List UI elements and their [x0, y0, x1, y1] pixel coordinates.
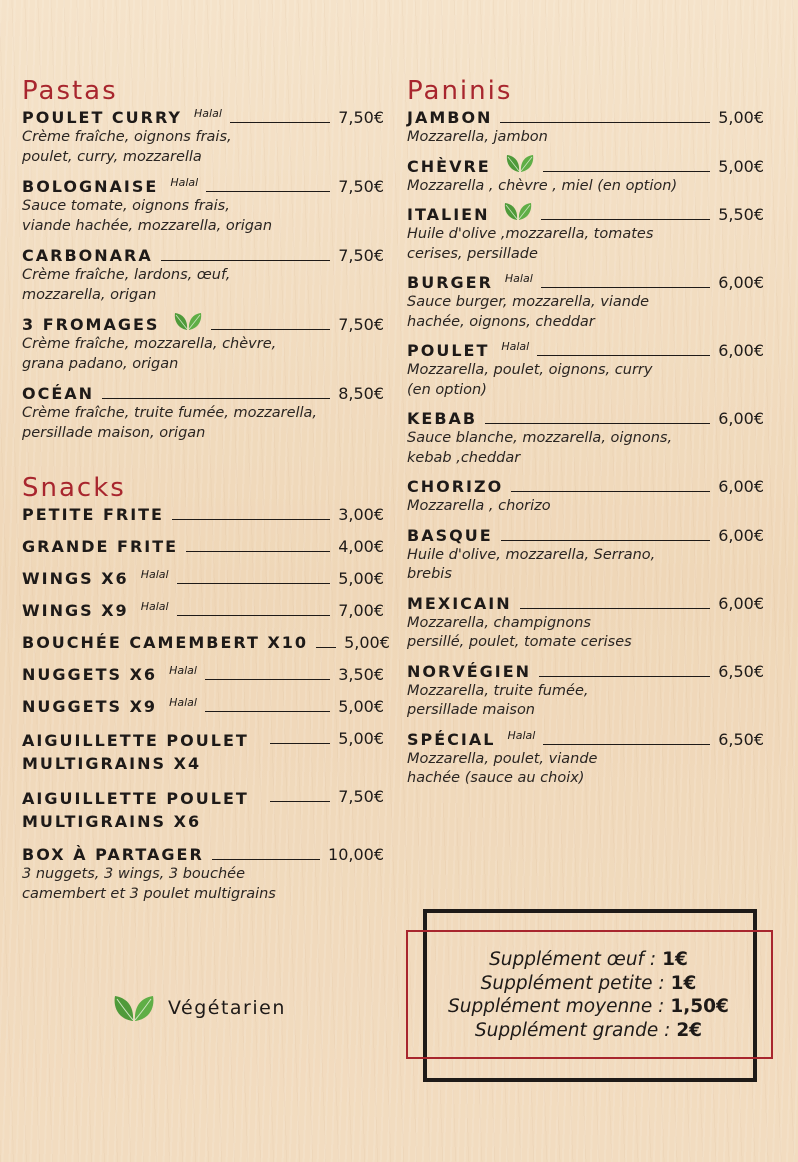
item-description: Mozzarella, jambon — [407, 129, 548, 145]
item-description: Mozzarella , chèvre , miel (en option) — [407, 177, 678, 194]
item-price: 3,50€ — [338, 665, 384, 684]
item-price: 7,00€ — [338, 601, 384, 620]
halal-tag: Halal — [140, 568, 169, 581]
item-price: 6,50€ — [718, 729, 764, 749]
item-name: BASQUE — [407, 525, 493, 545]
item-name: CHORIZO — [407, 477, 504, 496]
leader-line — [205, 679, 330, 680]
menu-item-row — [22, 246, 384, 266]
item-tags — [505, 728, 536, 750]
item-name: WINGS X6 — [22, 569, 129, 588]
item-tags — [499, 205, 533, 225]
halal-tag: Halal — [501, 340, 530, 353]
item-name: JAMBON — [407, 108, 493, 127]
menu-item-row — [407, 108, 764, 128]
item-price: 6,00€ — [718, 341, 764, 360]
leader-line — [177, 615, 331, 616]
leader-line — [500, 122, 710, 123]
item-price: 5,00€ — [344, 633, 390, 652]
leader-line — [161, 260, 330, 261]
item-description: Mozzarella, poulet, viande hachée (sauce au choix) — [407, 750, 598, 786]
item-price: 7,50€ — [338, 108, 384, 127]
leader-line — [230, 122, 330, 123]
item-description: Mozzarella , chorizo — [407, 498, 551, 514]
item-name: CARBONARA — [22, 246, 153, 265]
leader-line — [172, 519, 330, 520]
item-description: Huile d'olive ,mozzarella, tomates cerises, persillade — [407, 226, 654, 262]
item-price: 7,50€ — [338, 315, 384, 334]
menu-item — [22, 246, 384, 305]
item-tags — [192, 107, 222, 128]
item-name: GRANDE FRITE — [22, 537, 179, 556]
menu-item — [22, 177, 384, 236]
item-name: KEBAB — [407, 409, 478, 428]
menu-item-row — [22, 665, 384, 685]
leader-line — [270, 743, 330, 744]
menu-item — [22, 633, 390, 653]
item-description: Sauce blanche, mozzarella, oignons, kebab ,cheddar — [407, 430, 673, 466]
item-description: 3 nuggets, 3 wings, 3 bouchée camembert et 3 poulet multigrains — [22, 866, 276, 902]
item-name: PETITE FRITE — [22, 505, 164, 524]
snacks-title: Snacks — [22, 473, 126, 503]
leader-line — [537, 355, 710, 356]
menu-item-row — [22, 633, 390, 653]
menu-item-row — [407, 730, 764, 750]
supplement-row: Supplément moyenne : 1,50€ — [448, 996, 729, 1017]
leaf-icon — [503, 201, 533, 221]
item-name: NUGGETS X6 — [22, 665, 158, 684]
menu-item-row — [22, 787, 384, 833]
item-tags — [501, 157, 535, 177]
item-name: CHÈVRE — [407, 156, 491, 176]
leader-line — [102, 398, 330, 399]
item-tags — [167, 696, 197, 717]
item-description: Crème fraîche, oignons frais, poulet, curry, mozzarella — [22, 129, 232, 165]
item-name: 3 FROMAGES — [22, 315, 160, 334]
item-name: OCÉAN — [22, 384, 95, 403]
menu-item — [407, 409, 764, 468]
leader-line — [270, 801, 330, 802]
item-description: Crème fraîche, mozzarella, chèvre, grana padano, origan — [22, 336, 277, 372]
menu-item-row — [22, 537, 384, 557]
item-name: POULET CURRY — [22, 108, 183, 127]
supplement-row: Supplément grande : 2€ — [474, 1019, 703, 1041]
halal-tag: Halal — [507, 728, 536, 742]
menu-item — [22, 505, 384, 525]
item-name: BURGER — [407, 273, 493, 292]
leaf-icon — [173, 311, 203, 331]
item-tags — [139, 568, 169, 589]
menu-item-row — [22, 315, 384, 335]
menu-item-row — [22, 108, 384, 128]
menu-item — [407, 273, 764, 332]
item-tags — [168, 176, 199, 197]
item-description: Crème fraîche, lardons, œuf, mozzarella, origan — [22, 267, 231, 303]
item-price: 5,00€ — [338, 697, 384, 716]
menu-item-row — [22, 505, 384, 525]
item-tags — [169, 315, 203, 335]
menu-item — [22, 108, 384, 167]
leader-line — [541, 287, 710, 288]
menu-item — [22, 845, 384, 904]
menu-item-row — [407, 341, 764, 361]
menu-item — [407, 477, 764, 517]
menu-item-row — [22, 177, 384, 197]
item-price: 6,00€ — [718, 273, 764, 292]
leader-line — [211, 329, 330, 330]
menu-item — [407, 205, 764, 264]
leader-line — [539, 676, 710, 677]
pastas-section — [22, 74, 384, 443]
menu-item-row — [407, 273, 764, 293]
item-tags — [167, 664, 197, 685]
leader-line — [501, 540, 711, 541]
halal-tag: Halal — [169, 664, 197, 677]
leader-line — [177, 583, 331, 584]
item-name: BOLOGNAISE — [22, 177, 159, 196]
item-price: 6,00€ — [718, 409, 764, 428]
menu-item-row — [407, 409, 764, 429]
item-description: Sauce burger, mozzarella, viande hachée, oignons, cheddar — [407, 294, 650, 330]
halal-tag: Halal — [140, 600, 169, 613]
leader-line — [206, 191, 330, 192]
leader-line — [205, 711, 330, 712]
menu-item — [22, 569, 384, 589]
item-description: Mozzarella, poulet, oignons, curry (en option) — [407, 362, 653, 398]
vegetarian-label: Végétarien — [168, 997, 286, 1019]
item-name: ITALIEN — [407, 205, 490, 224]
menu-item-row — [22, 729, 384, 775]
menu-item — [407, 662, 764, 721]
leader-line — [485, 423, 710, 424]
menu-item-row — [22, 697, 384, 717]
item-tags — [503, 272, 533, 293]
menu-item — [407, 157, 764, 197]
item-name: SPÉCIAL — [407, 729, 496, 749]
item-name: AIGUILLETTE POULET MULTIGRAINS X6 — [22, 789, 249, 831]
leader-line — [541, 219, 710, 220]
item-name: NUGGETS X9 — [22, 697, 158, 716]
item-price: 7,50€ — [338, 246, 384, 265]
item-price: 5,00€ — [338, 729, 384, 748]
pastas-list — [22, 108, 384, 443]
paninis-title: Paninis — [407, 76, 513, 106]
pastas-title: Pastas — [22, 76, 118, 106]
halal-tag: Halal — [169, 696, 197, 709]
leader-line — [543, 744, 710, 745]
snacks-section — [22, 471, 390, 904]
item-name: BOX À PARTAGER — [22, 845, 204, 864]
supplement-row: Supplément petite : 1€ — [480, 972, 697, 994]
item-price: 6,00€ — [718, 593, 764, 613]
halal-tag: Halal — [170, 176, 199, 189]
menu-item-row — [407, 526, 764, 546]
paninis-section — [407, 74, 764, 789]
item-name: NORVÉGIEN — [407, 661, 532, 681]
menu-item — [22, 665, 384, 685]
item-description: Huile d'olive, mozzarella, Serrano, brebis — [407, 546, 656, 582]
menu-item — [22, 384, 384, 443]
menu-item — [22, 537, 384, 557]
leader-line — [186, 551, 330, 552]
leader-line — [543, 171, 710, 172]
menu-item-row — [407, 477, 764, 497]
menu-item — [22, 315, 384, 374]
menu-item-row — [407, 205, 764, 225]
item-price: 4,00€ — [338, 537, 384, 556]
leaf-icon — [112, 993, 156, 1023]
item-price: 10,00€ — [328, 845, 384, 864]
item-price: 7,50€ — [338, 177, 384, 196]
item-price: 8,50€ — [338, 384, 384, 403]
item-price: 5,00€ — [338, 569, 384, 588]
item-name: MEXICAIN — [407, 593, 512, 613]
snacks-list — [22, 505, 390, 904]
item-name: AIGUILLETTE POULET MULTIGRAINS X4 — [22, 731, 249, 773]
item-price: 6,00€ — [718, 477, 764, 496]
paninis-list — [407, 108, 764, 789]
menu-item — [407, 341, 764, 400]
item-price: 7,50€ — [338, 787, 384, 806]
supplements-list — [406, 948, 771, 1042]
item-description: Sauce tomate, oignons frais, viande hachée, mozzarella, origan — [22, 198, 273, 234]
item-price: 5,00€ — [718, 156, 764, 176]
menu-item — [22, 787, 384, 833]
leader-line — [511, 491, 710, 492]
leader-line — [520, 608, 711, 609]
leader-line — [316, 647, 336, 648]
item-price: 5,50€ — [718, 205, 764, 224]
menu-item-row — [22, 384, 384, 404]
halal-tag: Halal — [504, 272, 533, 285]
menu-item — [407, 594, 764, 653]
item-price: 5,00€ — [718, 108, 764, 127]
item-price: 6,00€ — [718, 525, 764, 545]
item-tags — [139, 600, 169, 621]
menu-item — [407, 730, 764, 789]
vegetarian-legend — [112, 993, 286, 1023]
leaf-icon — [505, 153, 535, 173]
menu-item-row — [22, 845, 384, 865]
leader-line — [212, 859, 320, 860]
item-price: 3,00€ — [338, 505, 384, 524]
item-price: 6,50€ — [718, 661, 764, 681]
menu-item — [407, 108, 764, 148]
item-name: WINGS X9 — [22, 601, 129, 620]
menu-item-row — [22, 601, 384, 621]
supplement-row: Supplément œuf : 1€ — [489, 949, 688, 970]
menu-item — [22, 601, 384, 621]
item-description: Mozzarella, truite fumée, persillade maison — [407, 682, 589, 718]
menu-item-row — [407, 662, 764, 682]
item-name: POULET — [407, 341, 490, 360]
menu-item — [22, 697, 384, 717]
menu-item — [407, 526, 764, 585]
halal-tag: Halal — [194, 107, 222, 120]
item-description: Mozzarella, champignons persillé, poulet, tomate cerises — [407, 614, 632, 650]
menu-item — [22, 729, 384, 775]
menu-item-row — [407, 594, 764, 614]
item-description: Crème fraîche, truite fumée, mozzarella, persillade maison, origan — [22, 405, 318, 441]
item-tags — [499, 340, 530, 361]
item-name: BOUCHÉE CAMEMBERT X10 — [22, 633, 309, 652]
menu-item-row — [407, 157, 764, 177]
menu-item-row — [22, 569, 384, 589]
